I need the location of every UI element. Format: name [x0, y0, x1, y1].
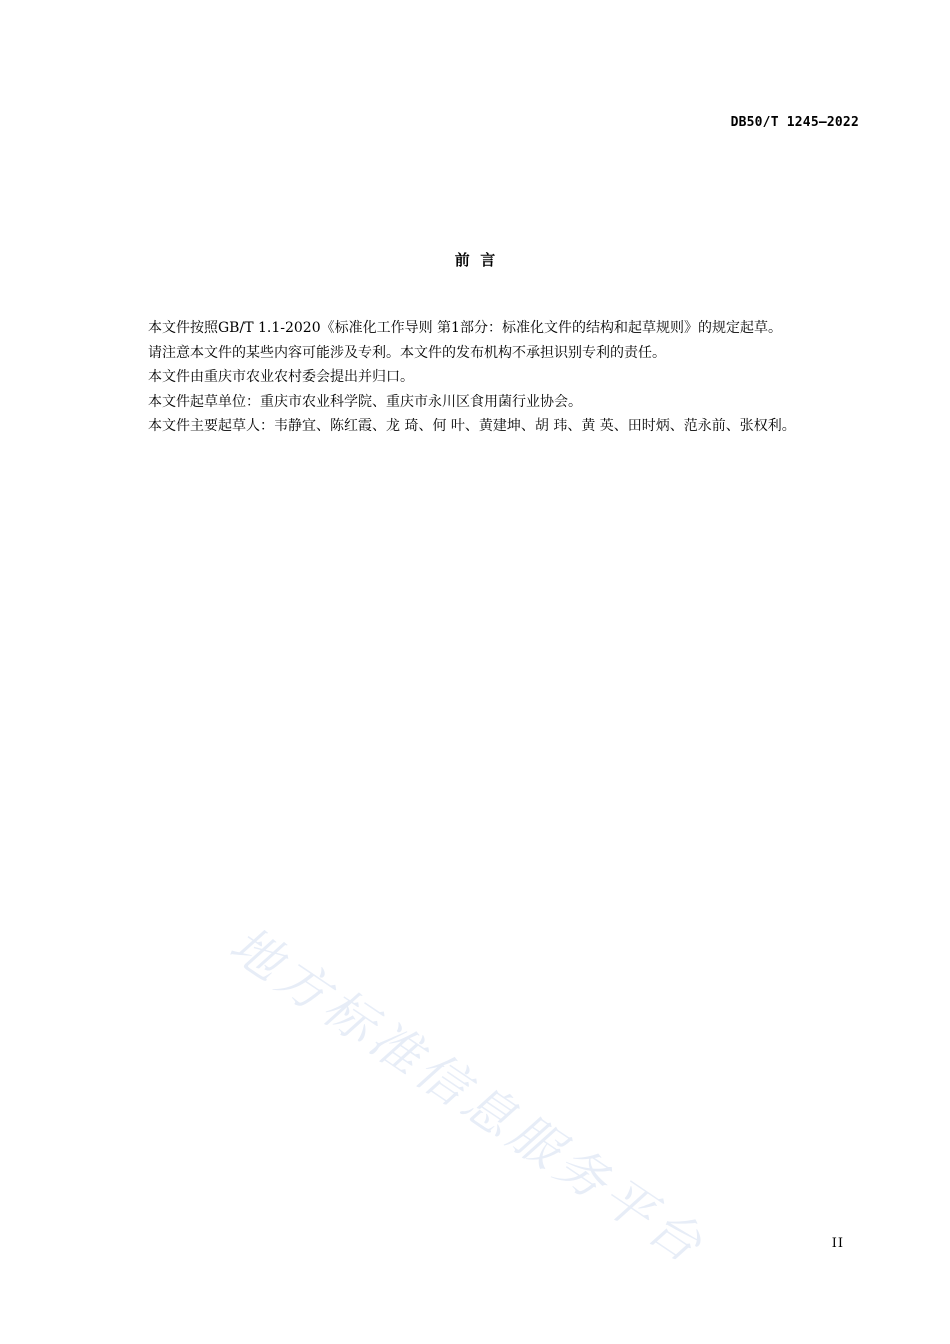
page-number: II [831, 1236, 844, 1251]
paragraph-patent-notice: 请注意本文件的某些内容可能涉及专利。本文件的发布机构不承担识别专利的责任。 [148, 344, 666, 361]
preface-body [114, 316, 860, 439]
paragraph-drafting-rules: 本文件按照GB/T 1.1-2020《标准化工作导则 第1部分：标准化文件的结构和起草规则》的规定起草。 [148, 320, 782, 336]
paragraph-proposer: 本文件由重庆市农业农村委会提出并归口。 [148, 369, 414, 385]
standard-code: DB50/T 1245—2022 [730, 115, 859, 130]
paragraph-drafters: 本文件主要起草人：韦静宜、陈红霞、龙 琦、何 叶、黄建坤、胡 玮、黄 英、田时炳、范永前、张权利。 [148, 418, 796, 434]
paragraph-drafting-units: 本文件起草单位：重庆市农业科学院、重庆市永川区食用菌行业协会。 [148, 393, 582, 410]
watermark: 地方标准信息服务平台 [219, 915, 717, 1277]
section-title: 前 言 [454, 251, 496, 269]
